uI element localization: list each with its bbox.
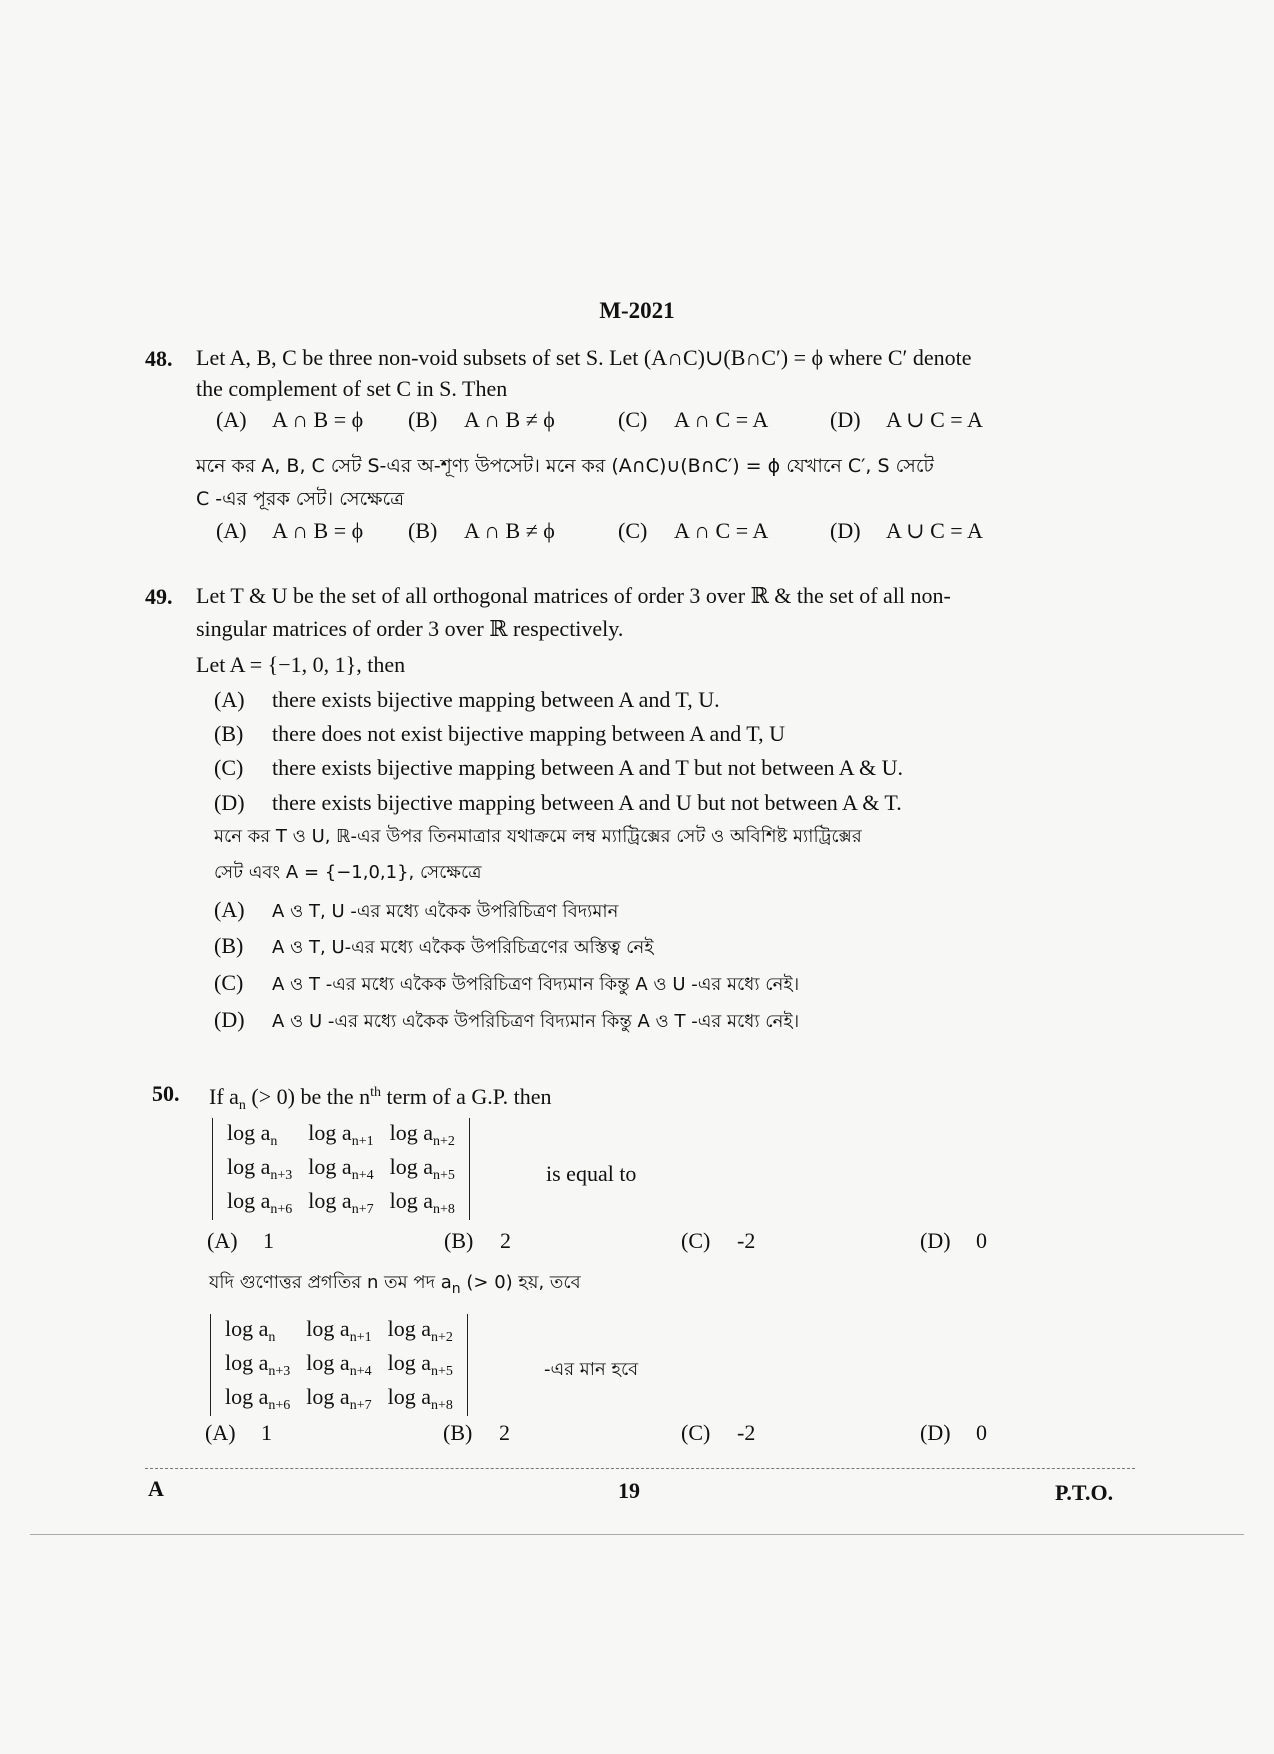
- option-label: (C): [681, 1420, 711, 1445]
- determinant-cell: [382, 1186, 463, 1220]
- determinant-matrix: [219, 1118, 463, 1220]
- option-text: A ∩ B = ϕ: [272, 407, 364, 432]
- intro-text: If a: [209, 1084, 239, 1109]
- question-49-option-c: [214, 751, 903, 785]
- option-label: (C): [214, 970, 244, 995]
- option-text: 1: [263, 1228, 274, 1253]
- subscript: n+1: [351, 1134, 374, 1149]
- log-text: log a: [389, 1154, 433, 1179]
- log-text: log a: [227, 1188, 271, 1213]
- log-text: log a: [389, 1188, 433, 1213]
- option-label: (C): [618, 518, 648, 543]
- option-label: (C): [214, 755, 244, 780]
- option-a: [207, 1228, 274, 1254]
- subscript: n+6: [270, 1202, 293, 1217]
- option-label: (B): [444, 1228, 474, 1253]
- option-label: (A): [216, 518, 247, 543]
- intro-text: term of a G.P. then: [381, 1084, 552, 1109]
- option-text: A ∩ C = A: [674, 518, 769, 543]
- determinant-cell: [217, 1348, 298, 1382]
- determinant-cell: [300, 1118, 381, 1152]
- log-text: log a: [308, 1188, 352, 1213]
- option-text: A ∩ B ≠ ϕ: [464, 518, 555, 543]
- determinant-cell: [219, 1118, 300, 1152]
- subscript: n+1: [349, 1330, 372, 1345]
- option-text: A ∩ C = A: [674, 407, 769, 432]
- option-b: [408, 518, 555, 544]
- determinant-cell: [219, 1152, 300, 1186]
- option-text: 1: [261, 1420, 272, 1445]
- intro-text: (> 0) be the n: [245, 1084, 371, 1109]
- option-label: (A): [214, 897, 245, 922]
- determinant-row: [217, 1314, 461, 1348]
- question-50-en-options: [207, 1228, 1127, 1262]
- option-b: [408, 407, 555, 433]
- exam-code: M-2021: [599, 298, 675, 323]
- question-49-bn-option-c: [214, 966, 799, 1002]
- question-50-en-intro: [209, 1076, 551, 1123]
- question-49-bn-option-d: [214, 1003, 799, 1039]
- option-c: [618, 518, 768, 544]
- option-text: A ও T, U -এর মধ্যে একৈক উপরিচিত্রণ বিদ্যমান: [272, 901, 619, 922]
- question-49-number: 49.: [145, 584, 173, 609]
- option-label: (B): [408, 407, 438, 432]
- intro-text: (> 0) হয়, তবে: [460, 1272, 581, 1293]
- determinant-cell: [382, 1118, 463, 1152]
- question-48-en-line2: the complement of set C in S. Then: [196, 376, 508, 401]
- option-label: (D): [920, 1228, 951, 1253]
- determinant-row: [219, 1186, 463, 1220]
- determinant-matrix: [217, 1314, 461, 1416]
- option-c: [681, 1420, 755, 1446]
- subscript: n+3: [268, 1364, 291, 1379]
- subscript: n+6: [268, 1398, 291, 1413]
- option-a: [216, 407, 363, 433]
- option-label: (A): [207, 1228, 238, 1253]
- subscript: n: [270, 1134, 278, 1149]
- subscript: n+5: [432, 1168, 455, 1183]
- option-a: [205, 1420, 272, 1446]
- subscript: n: [238, 1098, 246, 1113]
- option-text: 2: [500, 1228, 511, 1253]
- option-d: [920, 1420, 987, 1446]
- subscript: n+2: [430, 1330, 453, 1345]
- option-text: A ∪ C = A: [886, 407, 983, 432]
- option-label: (B): [214, 721, 244, 746]
- question-49-bn-option-a: [214, 893, 618, 929]
- option-d: [830, 407, 983, 433]
- subscript: n+4: [351, 1168, 374, 1183]
- determinant-cell: [300, 1186, 381, 1220]
- option-text: -2: [737, 1228, 756, 1253]
- log-text: log a: [308, 1154, 352, 1179]
- determinant-cell: [380, 1348, 461, 1382]
- log-text: log a: [306, 1350, 350, 1375]
- intro-text: যদি গুণোত্তর প্রগতির n তম পদ a: [209, 1272, 452, 1293]
- question-50-number: 50.: [152, 1081, 180, 1106]
- question-49-bn-line1: মনে কর T ও U, ℝ-এর উপর তিনমাত্রার যথাক্রমে লম্ব ম্যাট্রিক্সের সেট ও অবিশিষ্ট ম্যাট্রিক্সের: [214, 826, 862, 847]
- option-text: 2: [499, 1420, 510, 1445]
- option-b: [444, 1228, 511, 1254]
- question-49-en-line1: Let T & U be the set of all orthogonal matrices of order 3 over ℝ & the set of all non-: [196, 583, 951, 608]
- pto-label: P.T.O.: [1055, 1480, 1114, 1505]
- determinant-en: [212, 1118, 470, 1220]
- log-text: log a: [227, 1120, 271, 1145]
- option-label: (D): [214, 1007, 245, 1032]
- option-text: A ও T, U-এর মধ্যে একৈক উপরিচিত্রণের অস্তিত্ব নেই: [272, 937, 654, 958]
- log-text: log a: [387, 1316, 431, 1341]
- determinant-cell: [298, 1382, 379, 1416]
- subscript: n+8: [432, 1202, 455, 1217]
- determinant-cell: [298, 1348, 379, 1382]
- determinant-cell: [217, 1382, 298, 1416]
- option-text: A ∩ B ≠ ϕ: [464, 407, 555, 432]
- question-49-bn-line2: সেট এবং A = {−1,0,1}, সেক্ষেত্রে: [214, 862, 482, 883]
- option-label: (D): [214, 790, 245, 815]
- question-48-number: 48.: [145, 346, 173, 371]
- question-49-en-line3: Let A = {−1, 0, 1}, then: [196, 652, 406, 677]
- option-text: A ∪ C = A: [886, 518, 983, 543]
- determinant-row: [217, 1382, 461, 1416]
- option-label: (A): [205, 1420, 236, 1445]
- option-text: A ও T -এর মধ্যে একৈক উপরিচিত্রণ বিদ্যমান কিন্তু A ও U -এর মধ্যে নেই।: [272, 974, 800, 995]
- option-a: [216, 518, 363, 544]
- determinant-cell: [380, 1314, 461, 1348]
- determinant-row: [217, 1348, 461, 1382]
- question-48-en-line1: Let A, B, C be three non-void subsets of set S. Let (A∩C)∪(B∩C′) = ϕ where C′ denote: [196, 345, 972, 370]
- log-text: log a: [306, 1316, 350, 1341]
- option-label: (C): [681, 1228, 711, 1253]
- option-label: (B): [408, 518, 438, 543]
- footer-divider: [145, 1468, 1135, 1469]
- option-label: (D): [830, 518, 861, 543]
- option-label: (A): [214, 687, 245, 712]
- superscript: th: [370, 1085, 382, 1100]
- option-label: (B): [214, 933, 244, 958]
- determinant-row: [219, 1152, 463, 1186]
- subscript: n+8: [430, 1398, 453, 1413]
- question-49-option-d: [214, 786, 902, 820]
- question-48-bn-line1: মনে কর A, B, C সেট S-এর অ-শূণ্য উপসেট। মনে কর (A∩C)∪(B∩C′) = ϕ যেখানে C′, S সেটে: [196, 455, 934, 477]
- subscript: n+2: [432, 1134, 455, 1149]
- question-49-option-a: [214, 683, 720, 717]
- log-text: log a: [227, 1154, 271, 1179]
- option-b: [443, 1420, 510, 1446]
- question-50-bn-after: -এর মান হবে: [544, 1359, 639, 1380]
- option-c: [681, 1228, 755, 1254]
- question-48-bn-options: [216, 518, 1136, 552]
- option-text: there exists bijective mapping between A and U but not between A & T.: [272, 790, 902, 815]
- subscript: n+7: [349, 1398, 372, 1413]
- log-text: log a: [389, 1120, 433, 1145]
- log-text: log a: [225, 1350, 269, 1375]
- log-text: log a: [225, 1384, 269, 1409]
- option-d: [830, 518, 983, 544]
- option-label: (C): [618, 407, 648, 432]
- subscript: n: [451, 1281, 461, 1297]
- option-label: (D): [830, 407, 861, 432]
- footer-set-code: A: [148, 1476, 164, 1501]
- determinant-bn: [210, 1314, 468, 1416]
- determinant-cell: [300, 1152, 381, 1186]
- question-48-bn-line2: C -এর পূরক সেট। সেক্ষেত্রে: [196, 488, 405, 510]
- determinant-cell: [382, 1152, 463, 1186]
- log-text: log a: [225, 1316, 269, 1341]
- log-text: log a: [306, 1384, 350, 1409]
- option-text: A ও U -এর মধ্যে একৈক উপরিচিত্রণ বিদ্যমান কিন্তু A ও T -এর মধ্যে নেই।: [272, 1011, 800, 1032]
- option-label: (D): [920, 1420, 951, 1445]
- determinant-cell: [298, 1314, 379, 1348]
- determinant-cell: [380, 1382, 461, 1416]
- log-text: log a: [387, 1350, 431, 1375]
- question-49-en-line2: singular matrices of order 3 over ℝ respectively.: [196, 616, 624, 641]
- determinant-cell: [217, 1314, 298, 1348]
- subscript: n: [268, 1330, 276, 1345]
- subscript: n+7: [351, 1202, 374, 1217]
- option-text: 0: [976, 1228, 987, 1253]
- option-label: (A): [216, 407, 247, 432]
- page-number: 19: [618, 1478, 640, 1503]
- option-c: [618, 407, 768, 433]
- question-49-option-b: [214, 717, 785, 751]
- page-bottom-rule: [30, 1534, 1244, 1535]
- option-text: 0: [976, 1420, 987, 1445]
- subscript: n+5: [430, 1364, 453, 1379]
- option-text: -2: [737, 1420, 756, 1445]
- subscript: n+4: [349, 1364, 372, 1379]
- option-text: there exists bijective mapping between A and T, U.: [272, 687, 720, 712]
- determinant-cell: [219, 1186, 300, 1220]
- question-50-en-after: is equal to: [546, 1161, 637, 1186]
- option-text: there exists bijective mapping between A and T but not between A & U.: [272, 755, 903, 780]
- question-48-en-options: [216, 407, 1136, 441]
- question-50-bn-options: [205, 1420, 1125, 1454]
- option-label: (B): [443, 1420, 473, 1445]
- log-text: log a: [387, 1384, 431, 1409]
- option-text: there does not exist bijective mapping between A and T, U: [272, 721, 786, 746]
- question-50-bn-intro: [209, 1266, 581, 1306]
- determinant-row: [219, 1118, 463, 1152]
- option-text: A ∩ B = ϕ: [272, 518, 364, 543]
- subscript: n+3: [270, 1168, 293, 1183]
- log-text: log a: [308, 1120, 352, 1145]
- question-49-bn-option-b: [214, 929, 654, 965]
- option-d: [920, 1228, 987, 1254]
